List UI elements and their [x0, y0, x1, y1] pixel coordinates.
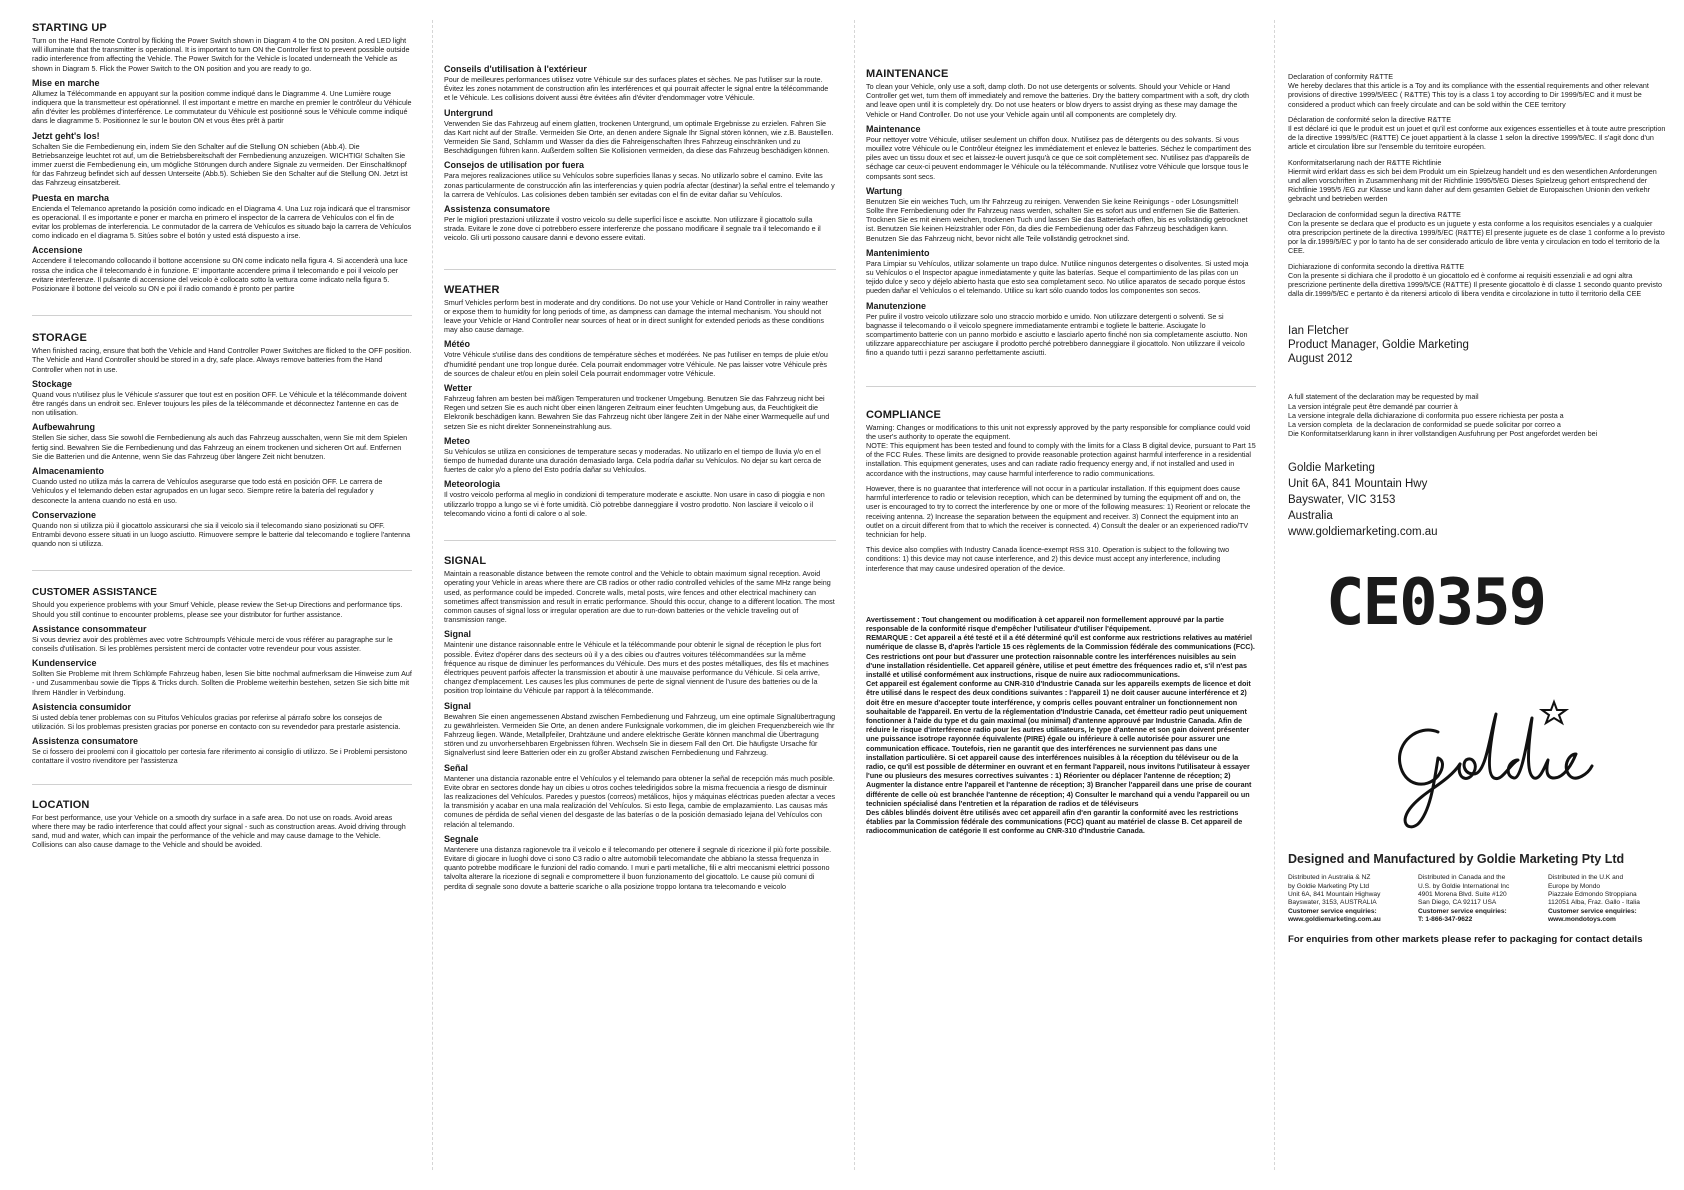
distributor-line: Europe by Mondo: [1548, 882, 1601, 890]
distributor-line: San Diego, CA 92117 USA: [1418, 899, 1497, 907]
sub-heading: Untergrund: [444, 107, 493, 118]
sub-heading: Almacenamiento: [32, 466, 105, 477]
distributor-line: Bayswater, 3153, AUSTRALIA: [1288, 899, 1377, 907]
sub-heading: Segnale: [444, 833, 479, 844]
divider: [444, 540, 836, 541]
signatory-block: [1288, 324, 1666, 366]
weather-section: [444, 284, 836, 518]
section-text: Maintain a reasonable distance between the remote control and the Vehicle to obtain maximum signal reception. Avoid operating your Vehicle in areas where there are CB radios or other radio controlled vehicles of the same MHz range being used, as performance could be impeded. Concrete walls, metal posts, wire fences and other electrical machinery can sometimes affect transmission and result in erratic performance. Should this occur, change to a different location. The most common causes of signal loss or irregular operation are due to run-down batteries or the vehicle traveling out of transmission range.: [444, 569, 837, 625]
divider: [32, 570, 412, 571]
sub-text: Quand vous n'utilisez plus le Véhicule s'assurer que tout est en position OFF. Le Véhicule et la télécommande doivent être rangés dans un endroit sec. Enlever toujours les piles de la télécommande et déconnectez l'antenne en cas de non utilisation.: [32, 389, 409, 418]
enquiries-note: For enquiries from other markets please refer to packaging for contact details: [1288, 934, 1643, 946]
compliance-paragraph: NOTE: This equipment has been tested and found to comply with the limits for a Class B digital device, pursuant to Part 15 of the FCC Rules. These limits are designed to provide reasonable protection against harmful interference in a residential installation. This equipment generates, uses and can radiate radio frequency energy and, if not installed and used in accordance with the instructions, may cause harmful interference to radio communications.: [866, 441, 1258, 478]
sub-text: Allumez la Télécommande en appuyant sur la position comme indiqué dans le Diagramme 4. Une Lumière rouge indiquera que la transmetteur est opérationnel. Il est important e mettre en marche en premier le contrôleur du Véhicule afin d'éviter les problèmes d'interférence. Le commutateur du Véhicule est positionné sous le Véhicule comme indiqué dans le diagramme 5. Positionnez le sur le bouton ON et vous êtes prêt à partir: [32, 88, 414, 126]
panel-2: [444, 22, 836, 1172]
compliance-french-paragraph: Des câbles blindés doivent être utilisés avec cet appareil afin d'en garantir la conformité avec les restrictions établies par la Commission fédérale des communications (FCC) quant au matériel de classe B. Cet appareil de radiocommunication de catégorie II est conforme au CNR-310 d'Industrie Canada.: [866, 807, 1245, 836]
sub-heading: Stockage: [32, 378, 73, 389]
section-title: CUSTOMER ASSISTANCE: [32, 587, 158, 599]
distributor-line: Piazzale Edmondo Stroppiana: [1548, 891, 1637, 899]
sub-text: Per le migliori prestazioni utilizzate il vostro veicolo su delle superfici lisce e asciutte. Non utilizzare il giocattolo sulla strada. Evitare le zone dove ci potrebbero essere interferenze che possano modificare il segnale tra il telecomando e il veicolo. Gli urti possono causare danni e devono essere evitati.: [444, 215, 823, 243]
distributors: [1288, 874, 1666, 924]
sub-text: Si usted debía tener problemas con su Pitufos Vehículos gracias por referirse al párrafo sobre los consejos de utilización. Si los problemas presisten gracias por ponerse en contacto con su revendedor para prestarle asistencia.: [32, 712, 401, 731]
goldie-logo: [1378, 694, 1598, 834]
distributor-line: by Goldie Marketing Pty Ltd: [1288, 882, 1369, 890]
declaration-text: Con la presente se declara que el producto es un juguete y esta conforme a los requisitos esenciales y a cualquier otra prescripcion pertinete de la directiva 1999/5/EC (R&TTE) El presente juguete es de clase 1 conforme a lo previsto por la dir.1999/5/EC y por lo tanto ha de ser considerado articulo de libre venta y circulacion en todo el territorio de la CEE.: [1288, 218, 1667, 256]
sub-heading: Puesta en marcha: [32, 192, 110, 203]
sub-heading: Aufbewahrung: [32, 422, 95, 433]
sub-heading: Consejos de utilisation por fuera: [444, 160, 585, 171]
sub-text: Quando non si utilizza più il giocattolo assicurarsi che sia il veicolo sia il telecomando siano posizionati su OFF. Entrambi devono essere situati in un luogo asciutto. Rimuovere sempre le batterie dal telecomando e togliere l'antenna quando non si utilizza.: [32, 520, 413, 549]
divider: [444, 269, 836, 270]
sub-heading: Assistance consommateur: [32, 623, 147, 634]
signatory-title: Product Manager, Goldie Marketing: [1288, 339, 1469, 352]
compliance-paragraph: This device also complies with Industry Canada licence-exempt RSS 310. Operation is subject to the following two conditions: 1) this device may not cause interference, and 2) this device must accept any interference, including interference that may cause undesired operation of the device.: [866, 545, 1232, 573]
sub-text: Bewahren Sie einen angemessenen Abstand zwischen Fernbedienung und Fahrzeug, um eine optimale Signalübertragung zu gewährleisten. Vermeiden Sie Orte, an denen andere Funksignale vorkommen, die im gleichen Frequenzbereich wie Ihr Fahrzeug liegen. Wände, Metallpfeiler, Drahtzäune und andere elektrische Geräte können manchmal die Übertragung stören und zu unvorhersehbaren Ergebnissen führen. Wechseln Sie in diesem Fall den Ort. Die häufigste Ursache für Signalverlust sind leere Batterien oder ein zu großer Abstand zwischen Fernbedienung und Fahrzeug.: [444, 711, 838, 758]
section-text: Should you experience problems with your Smurf Vehicle, please review the Set-up Directions and performance tips. Should you still continue to encounter problems, please see your distributor for further assistance.: [32, 600, 405, 619]
sub-heading: Assistenza consumatore: [32, 736, 139, 747]
sub-heading: Accensione: [32, 245, 83, 256]
sub-text: Il vostro veicolo performa al meglio in condizioni di temperature moderate e asciutte. Non usare in caso di pioggia e non utilizzarlo troppo a lungo se vi è forte umidità. Ciò potrebbe danneggiare il vostro prodotto. Non lasciare il veicolo o il telecomando vicino a fonti di calore o al sole.: [444, 490, 827, 518]
section-text: To clean your Vehicle, only use a soft, damp cloth. Do not use detergents or solvents. Should your Vehicle or Hand Controller get wet, turn them off immediately and remove the batteries. Dry the battery compartment with a soft, dry cloth and leave open until it is completely dry. Do not use heaters or blow dryers to assist drying as these may damage the Vehicle or Hand Controller. Do not use your Vehicle again until all components are completely dry.: [866, 82, 1251, 119]
sub-heading: Asistencia consumidor: [32, 701, 132, 712]
sub-heading: Señal: [444, 762, 469, 773]
sub-text: Su Vehículos se utiliza en consiciones de temperature secas y moderadas. No utilizarlo en el tiempo de lluvia y/o en el tiempo de humedad durante una duración demasiado larga. Cela podría dañar su Vehículos. No dejar su kart cerca de fuertes de calor y/o a pleno del Esto podría dañar su Vehículos.: [444, 446, 824, 475]
declaration-text: Con la presente si dichiara che il prodotto è un giocattolo ed è conforme ai requisiti essenziali e ad ogni altra prescrizione pertinente della direttiva 1999/5/CE (R&TTE) Il presente giocattolo è di classe 1 secondo quanto previsto dalla dir.1999/5/EC e pertanto è da ritenersi articolo di libera vendita e circolazione in tutto il territorio della CEE: [1288, 270, 1664, 299]
declaration-heading: Dichiarazione di conformita secondo la direttiva R&TTE: [1288, 261, 1465, 271]
section-title: COMPLIANCE: [866, 408, 941, 421]
declarations-section: [1288, 72, 1666, 298]
designed-by: Designed and Manufactured by Goldie Marketing Pty Ltd: [1288, 852, 1625, 867]
sub-text: Verwenden Sie das Fahrzeug auf einem glatten, trockenen Untergrund, um optimale Ergebnisse zu erzielen. Fahren Sie das Kart nicht auf der Straße. Vermeiden Sie Orte, an denen andere Signale Ihr Signal stören können, wie z.B. Baustellen. Vermeiden Sie Sand, Schlamm und Wasser da dies die Fahreigenschaften Ihres Fahrzeug einschränken und zu Beschädigungen führen kann. Außerdem sollten Sie Kollisionen vermeiden, da diese das Fahrzeug beschädigen können.: [444, 118, 836, 156]
sub-text: Pour nettoyer votre Véhicule, utiliser seulement un chiffon doux. N'utilisez pas de détergents ou des solvants. Si vous mouillez votre Véhicule ou le Contrôleur éteignez les immédiatement et enlevez le batteries. Séchez le compartiment des piles avec un tissu doux et sec et laissez-le ouvert jusqu'à ce que ce soit complètement sec. N'utilisez pas d'appareils de séchage car ceux-ci peuvent endommager le Véhicule ou la télécommande. N'utilisez votre Véhicule que lorsque tous le compsants sont secs.: [866, 134, 1254, 181]
storage-section: [32, 332, 412, 548]
customer-service-label: Customer service enquiries:: [1548, 907, 1637, 915]
customer-service-label: Customer service enquiries:: [1418, 907, 1507, 915]
sub-text: Votre Véhicule s'utilise dans des conditions de température sèches et modérées. Ne pas l'utiliser en temps de pluie et/ou d'humidité pendant une trop longue durée. Cela pourrait endommager votre Véhicule. Ne pas laisser votre Véhicule près de sources de chaleur et/ou en plein soleil Cela pourrait endommager votre Véhicule.: [444, 350, 830, 378]
sub-text: Encienda el Telemanco apretando la posición como indicadc en el Diagrama 4. Una Luz roja indicará que el transmisor es operacional. Il es importante e poner er marcha en primero el inspector de la carrera de Vehículos con el fin de evitar los problemas de interferencia. Le conmutador de la carrera de Vehículos es situado bajo la carrera de Vehículos como indicado en el diagrama 5. Sitúes sobre el botón y usted está dispuesto a irse.: [32, 203, 414, 241]
starting-up-section: [32, 22, 412, 293]
fold-line-3: [1274, 20, 1275, 1170]
sub-text: Para mejores realizaciones utilice su Vehículos sobre superficies llanas y secas. No utilizarlo sobre el camino. Evite las zonas particularmente de construcción afin las interferencias y quien podría afectar (destinar) la señal entre el telemando y la carrera de Vehículos. Las colisiones deben también ser evitadas con el fin de evitar dañar su Vehículos.: [444, 171, 837, 199]
declaration-text: We hereby declares that this article is a Toy and its compliance with the essential requirements and other relevant provisions of directive 1999/5/EEC ( R&TTE) This toy is a class 1 toy according to Dir 1999/5/EC and it must be considered a product which can freely circulate and can be sold within the CEE territory: [1288, 81, 1651, 109]
distributor-europe: [1548, 874, 1666, 924]
distributor-north-america: [1418, 874, 1536, 924]
section-text: Smurf Vehicles perform best in moderate and dry conditions. Do not use your Vehicle or Hand Controller in rainy weather or expose them to humidity for long periods of time, as dampness can damage the internal mechanism. You should not leave your Vehicle or Hand Controller near sources of heat or in direct sunlight for extended periods as these conditions may also cause damage.: [444, 297, 830, 335]
declaration-heading: Konformitatserlarung nach der R&TTE Richtlinie: [1288, 157, 1442, 167]
declaration-heading: Déclaration de conformité selon la directive R&TTE: [1288, 114, 1451, 124]
distributor-line: U.S. by Goldie International Inc: [1418, 882, 1510, 890]
fold-line-1: [432, 20, 433, 1170]
manufacturer-block: [1288, 852, 1666, 945]
compliance-french-paragraph: Avertissement : Tout changement ou modification à cet appareil non formellement approuvé par la partie responsable de la conformité risque d'empêcher l'utilisateur d'utiliser l'équipement.: [866, 614, 1226, 633]
compliance-paragraph: Warning: Changes or modifications to this unit not expressly approved by the party responsible for compliance could void the user's authority to operate the equipment.: [866, 422, 1253, 441]
divider: [32, 784, 412, 785]
sub-heading: Kundenservice: [32, 658, 97, 669]
declaration-heading: Declaration of conformity R&TTE: [1288, 72, 1394, 81]
customer-service-contact[interactable]: T: 1-866-347-9622: [1418, 915, 1473, 923]
sub-text: Accendere il telecomando collocando il bottone accensione su ON come indicato nella figura 4. Si accenderà una luce rossa che indica che il telecomando è in funzione. E' importante accendere prima il telecomando e poi il veicolo per evitare interferenze. Il pulsante di accensione del veicolo è collocato sotto la vettura come indicato nella figura 5. Posizionare il bottone del veicolo su ON e poi il radio comando è pronto per partire: [32, 256, 410, 294]
distributor-line: 4901 Morena Blvd. Suite #120: [1418, 891, 1507, 899]
sub-text: Maintenir une distance raisonnable entre le Véhicule et la télécommande pour obtenir le signal de réception le plus fort possible. Évitez d'opérer dans des secteurs où il y a des cibies ou d'autres voitures télécommandées sur la même fréquence au risque de diminuer les performances du Véhicule. Des murs et des postes métalliques, des fils et machines électriques peuvent parfois affecter la transmission et aboutir à une mauvaise performance du Véhicule. Si cela arrive, changez d'emplacement. Les causes les plus communes de perte de signal viennent de l'usure des batteries ou de la position trop lointaine du Véhicule par rapport à la télécommande.: [444, 640, 831, 696]
signatory-date: August 2012: [1288, 353, 1353, 366]
sub-text: Fahrzeug fahren am besten bei mäßigen Temperaturen und trockener Umgebung. Benutzen Sie das Fahrzeug nicht bei Regen und setzen Sie es auch nicht über einen längeren Zeitraum einer feuchten Umgebung aus, da Feuchtigkeit die Elekronik beschädigen kann. Bewahren Sie das Fahrzeug nicht über längere Zeit in der Nähe einer Warmequelle auf und setzen Sie es nicht direkter Sonneneinstrahlung aus.: [444, 394, 832, 431]
address-line: Goldie Marketing: [1288, 462, 1375, 475]
address-block: [1288, 460, 1666, 540]
declaration-heading: Declaracion de conformidad segun la directiva R&TTE: [1288, 209, 1461, 219]
fold-line-2: [854, 20, 855, 1170]
address-line: Unit 6A, 841 Mountain Hwy: [1288, 478, 1428, 491]
sub-text: Schalten Sie die Fernbedienung ein, indem Sie den Schalter auf die Stellung ON schieben (Abb.4). Die Betriebsanzeige leuchtet rot auf, um die Betriebsbereitschaft der Fernbedienung anzuzeigen. WICHTIG! Schalten Sie immer zuerst die Fernbedienung ein, um mögliche Störungen durch andere Signale zu vermeiden. Der Einschaltknopf für das Fahrzeug befindet sich auf dessen Unterseite (Abb.5). Schieben Sie den Schalter auf die Stellung ON. Jetzt ist das Fahrzeug einsatzbereit.: [32, 141, 410, 188]
sub-text: Se ci fossero dei proolemi con il giocattolo per cortesia fare riferimento ai consiglio di utilizzo. Se i Problemi persistono contattare il vostro rivenditore per l'assistenza: [32, 747, 410, 766]
statement-line: La version intégrale peut être demandé par courrier à: [1288, 401, 1458, 411]
compliance-section: [866, 409, 1256, 836]
sub-text: Benutzen Sie ein weiches Tuch, um Ihr Fahrzeug zu reinigen. Verwenden Sie keine Reinigungs - oder Lösungsmittel! Sollte Ihre Fernbedienung oder Ihr Fahrzeug nass werden, schalten Sie es sofort aus und entfernen Sie die Batterien. Trocknen Sie es mit einem weichen, trockenen Tuch und lassen Sie das Batteriefach offen, bis es vollständig getrocknet ist. Benutzen Sie keinen Heizstrahler oder Fön, da dies die Fernbedienung oder das Fahrzeug beschädigen kann. Benutzen Sie das Fahrzeug nicht, bevor nicht alle Teile vollständig getrocknet sind.: [866, 196, 1250, 243]
sub-text: Per pulire il vostro veicolo utilizzare solo uno straccio morbido e umido. Non utilizzare detergenti o solventi. Se si bagnasse il telecomando o il veicolo spegnere immediatamente entrambi e togliete le batterie. Asciugate lo scompartimento batterie con un panno morbido e asciutto e lasciarlo aperto finché non sia completamente asciutto. Non utilizzare apparecchiature per asciugare il prodotto perché potrebbero danneggiare il giocattolo. Non utilizzare il veicolo fino a quando tutti i pezzi saranno perfettamente asciutti.: [866, 311, 1250, 358]
section-title: STORAGE: [32, 332, 87, 345]
distributor-line: Distributed in the U.K and: [1548, 874, 1624, 882]
location-section: [32, 799, 412, 850]
statement-line: A full statement of the declaration may be requested by mail: [1288, 392, 1479, 402]
location-translations: [444, 64, 836, 243]
sub-text: Pour de meilleures performances utilisez votre Véhicule sur des surfaces plates et sèches. Ne pas l'utiliser sur la route. Évitez les zones notamment de construction afin les interférences et qui pourrait affecter le signal entre la télécommande et le Véhicule. Les collisions doivent aussi être évitées afin d'éviter d'endommager votre Véhicule.: [444, 75, 831, 103]
declaration-text: Hiermit wird erklart dass es sich bei dem Produkt um ein Spielzeug handelt und es den wesentlichen Anforderungen und allen vorschriften in Zusammenhang mit der Richtlinie 1995/5/EG Dieses Spielzeug gehort entsprechend der Richtlinie 1995/5 /EG zur Klasse und kann daher auf dem gesamten Gebiet de Europaischen Unionin den verkehr gebracht und betrieben werden: [1288, 166, 1659, 204]
section-title: STARTING UP: [32, 22, 107, 34]
panel-1: [32, 22, 412, 1172]
customer-service-label: Customer service enquiries:: [1288, 907, 1377, 915]
address-line: Australia: [1288, 510, 1333, 523]
statement-line: Die Konformitatserklarung kann in ihrer vollstandigen Ausfuhrung per Post angefordet werden bei: [1288, 429, 1598, 439]
sub-heading: Maintenance: [866, 123, 921, 134]
distributor-line: 112051 Alba, Fraz. Gallo - Italia: [1548, 899, 1640, 907]
distributor-line: Distributed in Canada and the: [1418, 874, 1506, 882]
sub-text: Sollten Sie Probleme mit Ihrem Schlümpfe Fahrzeug haben, lesen Sie bitte nochmal aufmerksam die Hinweise zum Auf - und Zusammenbau sowie die Tipps & Tricks durch. Sollten die Probleme weiterhin bestehen, setzen Sie sich bitte mit Ihrem Händler in Verbindung.: [32, 669, 414, 697]
sub-heading: Signal: [444, 700, 472, 711]
sub-heading: Assistenza consumatore: [444, 204, 551, 215]
address-line: Bayswater, VIC 3153: [1288, 494, 1396, 507]
section-title: MAINTENANCE: [866, 68, 949, 80]
section-title: LOCATION: [32, 798, 90, 811]
section-title: WEATHER: [444, 283, 500, 296]
section-text: Turn on the Hand Remote Control by flicking the Power Switch shown in Diagram 4 to the ON positon. A red LED light will illuminate that the transmitter is operational. It is important to turn ON the Controller first to prevent possible outside radio interference from affecting the Vehicle. The Power Switch for the Vehicle is located underneath the Vehicle as shown in Diagram 5. Flick the Power Switch to the ON position and you are ready to go.: [32, 36, 412, 73]
full-statement-block: [1288, 392, 1666, 438]
sub-heading: Conseils d'utilisation à l'extérieur: [444, 64, 587, 74]
compliance-paragraph: However, there is no guarantee that interference will not occur in a particular installation. If this equipment does cause harmful interference to radio or television reception, which can be determined by turning the equipment off and on, the user is encouraged to try to correct the interference by one or more of the following measures: 1) Reorient or relocate the receiving antenna. 2) Increase the separation between the equipment and receiver. 3) Connect the equipment into an outlet on a circuit different from that to which the receiver is connected. 4) Consult the dealer or an experienced radio/TV technician for help.: [866, 483, 1253, 539]
customer-assistance-section: [32, 587, 412, 765]
ce-mark: CE0359: [1326, 566, 1546, 641]
sub-heading: Wetter: [444, 383, 472, 394]
sub-heading: Mise en marche: [32, 77, 100, 88]
sub-heading: Manutenzione: [866, 300, 926, 311]
sub-heading: Signal: [444, 629, 472, 640]
divider: [866, 386, 1256, 387]
sub-text: Mantenere una distanza ragionevole tra il veicolo e il telecomando per ottenere il segnale di ricezione il più forte possibile. Evitare di giocare in luoghi dove ci sono C3 radio o altre automobili telecomandate che abbiano la stessa frequenza in quanto potrebbe modificare le funzioni del radio comando. I muri e parti metalliche, fili e altri meccanismi elettrici possono talvolta alterare la ricezione di segnali e compromettere il buon funzionamento del giocattolo. Le cause più comuni di perdita di segnale sono dovute a batterie scariche o alla posizione troppo lontana tra telecomando e veicolo: [444, 844, 834, 891]
maintenance-section: [866, 68, 1256, 358]
sub-text: Mantener una distancia razonable entre el Vehículos y el telemando para obtener la señal de recepción más much posible. Evite obrar en sectores donde hay un cibies u otros coches teledirigidos sobre la misma frecuencia a riesgo de disminuir las realizaciones del Vehículos. Paredes y puestos (correos) metálicos, hijos y máquinas eléctricas pueden afectar a veces la transmisión y acabar en una mala realización del Vehículos. Si esto llega, cambie de emplazamiento. Las causas más comunes de pérdida de señal vienen del desgaste de las baterías o de la posición demasiado lejana del Vehículos con relación al telemando.: [444, 773, 838, 829]
sub-heading: Conservazione: [32, 509, 97, 520]
signal-section: [444, 555, 836, 891]
panel-4: [1288, 22, 1666, 1172]
customer-service-contact[interactable]: www.mondotoys.com: [1548, 915, 1616, 923]
panel-3: [866, 22, 1256, 1172]
sub-text: Stellen Sie sicher, dass Sie sowohl die Fernbedienung als auch das Fahrzeug ausschalten, wenn Sie mit dem Spielen fertig sind. Bewahren Sie die Fernbedienung und das Fahrzeug an einem trockenen und sicheren Ort auf. Entfernen Sie die Batterien und die Antenne, wenn Sie das Fahrzeug über längere Zeit nicht benutzen.: [32, 433, 410, 461]
divider: [32, 315, 412, 316]
statement-line: La version completa de la declaracion de conformidad se puede solicitar por correo a: [1288, 420, 1561, 430]
sub-heading: Wartung: [866, 185, 903, 196]
sub-heading: Meteorologia: [444, 479, 501, 490]
section-text: For best performance, use your Vehicle on a smooth dry surface in a safe area. Do not use on roads. Avoid areas where there may be radio interference that could affect your signal - such as construction areas. Avoid driving through sand, mud and water, which can impair the performance of the vehicle and may cause damage to the Vehicle. Collisions can also cause damage to the Vehicle and should be avoided.: [32, 812, 408, 850]
sub-text: Si vous devriez avoir des problèmes avec votre Schtroumpfs Véhicule merci de vous référer au paragraphe sur le conseils d'utilisation. Si les problèmes persistent merci de contacter votre revendeur pour vous assister.: [32, 634, 395, 653]
distributor-line: Distributed in Australia & NZ: [1288, 874, 1371, 882]
sub-heading: Météo: [444, 339, 471, 350]
sub-heading: Mantenimiento: [866, 247, 930, 258]
distributor-line: Unit 6A, 841 Mountain Highway: [1288, 891, 1381, 899]
sub-heading: Meteo: [444, 435, 471, 446]
sub-text: Para Limpiar su Vehículos, utilizar solamente un trapo dulce. N'utilice ningunos detergentes o disolventes. Si usted moja su Vehículos o el Inspector apague inmediatamente y quite las baterías. Seque el compartimiento de las pilas con un tejido dulce y seco y déjelo abierto hasta que esto sea completament seco. No utilice aparatos de secado porque éstos pueden dañar el Vehículos o el telemando. Utilice su kart sólo cuando todos los componentes son secos.: [866, 258, 1251, 296]
signatory-name: Ian Fletcher: [1288, 325, 1349, 338]
statement-line: La versione integrale della dichiarazione di conformita puo essere richiesta per posta a: [1288, 410, 1564, 420]
section-text: When finished racing, ensure that both the Vehicle and Hand Controller Power Switches are flicked to the OFF position. The Vehicle and Hand Controller should be stored in a dry, safe place. Always remove batteries from the Hand Controller when not in use.: [32, 346, 414, 374]
goldie-signature-icon: [1378, 694, 1598, 834]
section-title: SIGNAL: [444, 555, 487, 568]
compliance-french-paragraph: REMARQUE : Cet appareil a été testé et il a été déterminé qu'il est conforme aux restrictions relatives au matériel numérique de classe B, d'après l'article 15 ces règlements de la Commission fédérale des communications (FCC). Ces restrictions ont pour but d'assurer une protection raisonnable contre les interférences nuisibles au sein d'une installation résidentielle. Cet appareil génère, utilise et peut émettre des fréquences radio et, s'il n'est pas installé et utilisé conformément aux instructions, risque de nuire aux radiocommunications.: [866, 633, 1257, 679]
website-link[interactable]: www.goldiemarketing.com.au: [1288, 526, 1438, 539]
compliance-french-paragraph: Cet appareil est également conforme au CNR-310 d'Industrie Canada sur les appareils exempts de licence et doit être utilisé dans le respect des deux conditions suivantes : l'appareil 1) ne doit causer aucune interférence et 2) doit être en mesure d'accepter toute interférence, y compris celles pouvant entraîner un fonctionnement non souhaitable de l'appareil. En vertu de la réglementation d'Industrie Canada, cet émetteur radio peut uniquement fonctionner à l'aide du type et du gain maximal (ou minimal) d'antenne approuvé par Industrie Canada. Afin de réduire le risque d'interférence radio pour les autres utilisateurs, le type d'antenne et son gain doivent présenter une puissance isotrope rayonnée équivalente (PIRE) égale ou inférieure à celle autorisée pour assurer une communication efficace. Toutefois, rien ne garantit que des interférences ne surviennent pas dans une installation particulière. Si cet appareil cause des interférences nuisibles à la réception du téléviseur ou de la radio, ce qu'il est possible de déterminer en ouvrant et en fermant l'appareil, nous invitons l'utilisateur à essayer l'une ou plusieurs des mesures correctives suivantes : 1) Réorienter ou déplacer l'antenne de réception; 2) Augmenter la distance entre l'appareil et l'antenne de réception; 3) Brancher l'appareil dans une prise de courant différente de celle où est branchée l'antenne de réception; 4) Consulter le marchand qui a vendu l'appareil ou un technicien spécialisé dans l'entretien et la réparation de radios et de téléviseurs: [866, 679, 1254, 808]
sub-text: Cuando usted no utiliza más la carrera de Vehículos asegurarse que todo está en posición OFF. Le carrera de Vehículos y el telemando deben estar agrupados en un lugar seco. Siempre retire la batería del regulador y desconecte la antena cuando no está en uso.: [32, 477, 385, 505]
declaration-text: Il est déclaré ici que le produit est un jouet et qu'il est conforme aux exigences essentielles et à toute autre prescription de la directive 1999/5/EC (R&TTE) Ce jouet appartient à la classe 1 selon la directive 1999/5/EC. Il s'agit donc d'un article et circulation libre sur l'ensemble du territoire européen.: [1288, 124, 1668, 152]
customer-service-contact[interactable]: www.goldiemarketing.com.au: [1288, 915, 1381, 923]
sub-heading: Jetzt geht's los!: [32, 130, 100, 141]
distributor-australia: [1288, 874, 1406, 924]
